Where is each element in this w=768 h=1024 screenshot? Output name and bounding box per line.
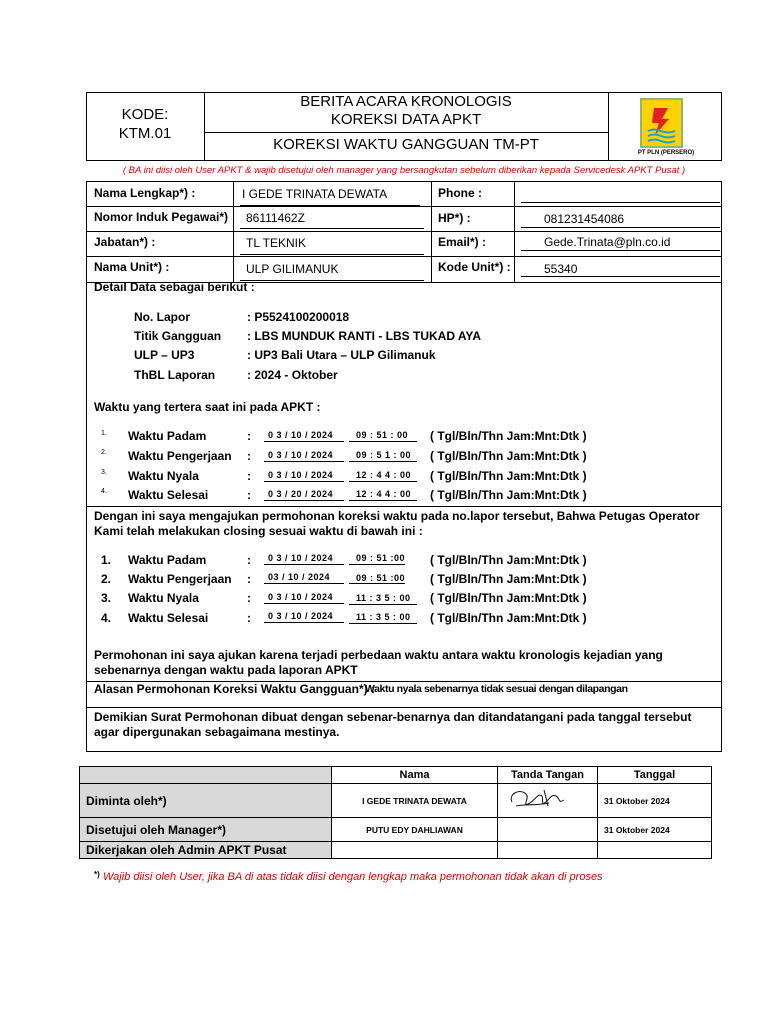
phone-underline xyxy=(521,202,720,203)
pln-logo-text: PT PLN (PERSERO) xyxy=(637,150,695,156)
request-date-4: 0 3 / 10 / 2024 xyxy=(268,611,334,621)
request-time-line-2 xyxy=(349,583,405,584)
reason-value: Waktu nyala sebenarnya tidak sesuai dengan dilapangan xyxy=(365,683,628,695)
request-time-line-1 xyxy=(349,564,405,565)
request-date-3: 0 3 / 10 / 2024 xyxy=(268,592,334,602)
current-colon-1: : xyxy=(247,429,251,443)
nama-underline xyxy=(240,205,420,206)
footnote-mark: *) xyxy=(94,870,100,879)
request-date-line-3 xyxy=(264,603,344,604)
current-date-line-4 xyxy=(264,500,344,501)
signature-cell-diminta xyxy=(498,784,598,818)
unit-underline xyxy=(240,280,424,281)
nip-underline xyxy=(240,228,424,229)
current-time-3: 12 : 4 4 : 00 xyxy=(356,470,412,480)
kode-label: KODE: xyxy=(121,106,169,123)
email-value: Gede.Trinata@pln.co.id xyxy=(544,235,671,249)
signature-header-blank xyxy=(80,767,332,784)
request-format-4: ( Tgl/Bln/Thn Jam:Mnt:Dtk ) xyxy=(430,611,587,625)
reason-bottom-line xyxy=(86,707,722,708)
jabatan-label: Jabatan*) : xyxy=(94,235,156,249)
hp-value: 081231454086 xyxy=(544,212,625,226)
signature-row-disetujui xyxy=(80,818,712,842)
request-time-4: 11 : 3 5 : 00 xyxy=(356,612,411,622)
pln-logo xyxy=(640,98,683,148)
current-colon-3: : xyxy=(247,469,251,483)
header-divider-right xyxy=(608,92,609,161)
signature-role-diminta: Diminta oleh*) xyxy=(80,784,332,818)
current-time-2: 09 : 5 1 : 00 xyxy=(356,450,412,460)
email-label: Email*) : xyxy=(438,235,487,249)
detail-value-lapor: : P5524100200018 xyxy=(247,310,350,324)
signature-name-dikerjakan xyxy=(332,842,498,859)
current-date-3: 0 3 / 10 / 2024 xyxy=(268,470,334,480)
current-date-line-1 xyxy=(264,441,344,442)
request-time-line-4 xyxy=(349,623,417,624)
form-row-line-3 xyxy=(86,256,722,257)
footnote-text: Wajib diisi oleh User, jika BA di atas tidak diisi dengan lengkap maka permohonan tidak akan di proses xyxy=(103,871,603,883)
doc-title-line1: BERITA ACARA KRONOLOGIS xyxy=(300,93,512,110)
kode-unit-label: Kode Unit*) : xyxy=(438,260,511,274)
detail-value-ulp: : UP3 Bali Utara – ULP Gilimanuk xyxy=(247,348,436,362)
request-date-line-2 xyxy=(264,583,344,584)
doc-subtitle: KOREKSI WAKTU GANGGUAN TM-PT xyxy=(273,136,539,153)
detail-label-thbl: ThBL Laporan xyxy=(134,368,216,382)
header-title-divider xyxy=(204,132,608,133)
jabatan-underline xyxy=(240,254,424,255)
current-num-1: 1. xyxy=(101,430,107,437)
doc-title-line2: KOREKSI DATA APKT xyxy=(330,111,482,128)
request-label-3: Waktu Nyala xyxy=(128,591,199,605)
signature-row-dikerjakan xyxy=(80,842,712,859)
current-date-4: 0 3 / 20 / 2024 xyxy=(268,489,334,499)
current-format-4: ( Tgl/Bln/Thn Jam:Mnt:Dtk ) xyxy=(430,488,587,502)
signature-table xyxy=(79,766,712,859)
nip-value: 86111462Z xyxy=(246,211,305,225)
request-time-3: 11 : 3 5 : 00 xyxy=(356,593,411,603)
request-date-1: 0 3 / 10 / 2024 xyxy=(268,553,334,563)
handwritten-signature xyxy=(504,784,574,814)
request-colon-2: : xyxy=(247,572,251,586)
request-format-1: ( Tgl/Bln/Thn Jam:Mnt:Dtk ) xyxy=(430,553,587,567)
hp-underline xyxy=(521,227,720,228)
request-colon-3: : xyxy=(247,591,251,605)
request-time-2: 09 : 51 :00 xyxy=(356,573,406,583)
detail-label-ulp: ULP – UP3 xyxy=(134,348,195,362)
kode-value: KTM.01 xyxy=(118,125,172,142)
request-colon-4: : xyxy=(247,611,251,625)
email-underline xyxy=(521,250,720,251)
current-date-1: 0 3 / 10 / 2024 xyxy=(268,430,334,440)
current-colon-4: : xyxy=(247,488,251,502)
current-date-2: 0 3 / 10 / 2024 xyxy=(268,450,334,460)
request-format-3: ( Tgl/Bln/Thn Jam:Mnt:Dtk ) xyxy=(430,591,587,605)
phone-label: Phone : xyxy=(438,186,482,200)
notice-text: ( BA ini diisi oleh User APKT & wajib disetujui oleh manager yang bersangkutan sebelum diberikan kepada Servicedesk APKT Pusat ) xyxy=(122,165,686,176)
request-label-1: Waktu Padam xyxy=(128,553,207,567)
detail-label-lapor: No. Lapor xyxy=(134,310,190,324)
detail-heading: Detail Data sebagai berikut : xyxy=(94,280,255,294)
current-label-1: Waktu Padam xyxy=(128,429,207,443)
current-colon-2: : xyxy=(247,449,251,463)
current-num-2: 2. xyxy=(101,449,107,456)
detail-label-titik: Titik Gangguan xyxy=(134,329,222,343)
signature-header-tanggal: Tanggal xyxy=(598,767,712,784)
request-date-line-4 xyxy=(264,622,344,623)
form-row-line-1 xyxy=(86,206,722,207)
signature-name-disetujui: PUTU EDY DAHLIAWAN xyxy=(332,818,498,842)
closing-text: Demikian Surat Permohonan dibuat dengan sebenar-benarnya dan ditandatangani pada tanggal tersebut agar dipergunakan sebagaimana mestinya. xyxy=(94,710,692,739)
current-label-2: Waktu Pengerjaan xyxy=(128,449,232,463)
current-label-3: Waktu Nyala xyxy=(128,469,199,483)
unit-label: Nama Unit*) : xyxy=(94,260,170,274)
nip-label: Nomor Induk Pegawai*) xyxy=(94,210,229,224)
current-date-line-3 xyxy=(264,481,344,482)
kode-unit-underline xyxy=(521,276,720,277)
request-text: Dengan ini saya mengajukan permohonan koreksi waktu pada no.lapor tersebut, Bahwa Petugas Operator Kami telah melakukan closing sesuai waktu di bawah ini : xyxy=(94,509,700,538)
current-date-line-2 xyxy=(264,461,344,462)
hp-label: HP*) : xyxy=(438,211,471,225)
request-format-2: ( Tgl/Bln/Thn Jam:Mnt:Dtk ) xyxy=(430,572,587,586)
signature-date-diminta: 31 Oktober 2024 xyxy=(598,784,712,818)
signature-header-ttd: Tanda Tangan xyxy=(498,767,598,784)
request-num-3: 3. xyxy=(101,591,112,605)
request-label-4: Waktu Selesai xyxy=(128,611,209,625)
current-format-3: ( Tgl/Bln/Thn Jam:Mnt:Dtk ) xyxy=(430,469,587,483)
current-format-2: ( Tgl/Bln/Thn Jam:Mnt:Dtk ) xyxy=(430,449,587,463)
nama-label: Nama Lengkap*) : xyxy=(94,186,196,200)
nama-value: I GEDE TRINATA DEWATA xyxy=(242,187,388,201)
request-num-2: 2. xyxy=(101,572,112,586)
reason-label: Alasan Permohonan Koreksi Waktu Gangguan*) : xyxy=(94,682,375,696)
request-label-2: Waktu Pengerjaan xyxy=(128,572,232,586)
current-time-line-2 xyxy=(349,461,417,462)
detail-value-titik: : LBS MUNDUK RANTI - LBS TUKAD AYA xyxy=(247,329,481,343)
current-time-line-1 xyxy=(349,441,417,442)
reason-intro: Permohonan ini saya ajukan karena terjadi perbedaan waktu antara waktu kronologis kejadian yang sebenarnya dengan waktu pada laporan APKT xyxy=(94,648,663,677)
kode-unit-value: 55340 xyxy=(544,262,578,276)
request-colon-1: : xyxy=(247,553,251,567)
current-time-line-4 xyxy=(349,500,417,501)
signature-row-diminta xyxy=(80,784,712,818)
signature-name-diminta: I GEDE TRINATA DEWATA xyxy=(332,784,498,818)
request-time-1: 09 : 51 :00 xyxy=(356,553,406,563)
current-time-4: 12 : 4 4 : 00 xyxy=(356,489,412,499)
request-date-line-1 xyxy=(264,564,344,565)
request-num-1: 1. xyxy=(101,553,112,567)
signature-role-dikerjakan: Dikerjakan oleh Admin APKT Pusat xyxy=(80,842,332,859)
form-col-line-3 xyxy=(514,181,515,282)
signature-cell-disetujui xyxy=(498,818,598,842)
signature-date-disetujui: 31 Oktober 2024 xyxy=(598,818,712,842)
signature-header-nama: Nama xyxy=(332,767,498,784)
form-row-line-2 xyxy=(86,231,722,232)
current-format-1: ( Tgl/Bln/Thn Jam:Mnt:Dtk ) xyxy=(430,429,587,443)
unit-value: ULP GILIMANUK xyxy=(246,262,339,276)
current-label-4: Waktu Selesai xyxy=(128,488,209,502)
request-num-4: 4. xyxy=(101,611,112,625)
current-time-line-3 xyxy=(349,481,417,482)
current-num-3: 3. xyxy=(101,469,107,476)
current-time-1: 09 : 51 : 00 xyxy=(356,430,409,440)
signature-date-dikerjakan xyxy=(598,842,712,859)
detail-value-thbl: : 2024 - Oktober xyxy=(247,368,338,382)
form-col-line-1 xyxy=(233,181,234,282)
request-time-line-3 xyxy=(349,604,417,605)
current-num-4: 4. xyxy=(101,488,107,495)
form-col-line-2 xyxy=(431,181,432,282)
signature-role-disetujui: Disetujui oleh Manager*) xyxy=(80,818,332,842)
signature-cell-dikerjakan xyxy=(498,842,598,859)
jabatan-value: TL TEKNIK xyxy=(246,236,307,250)
section-divider xyxy=(86,506,722,507)
request-date-2: 03 / 10 / 2024 xyxy=(268,572,331,582)
current-heading: Waktu yang tertera saat ini pada APKT : xyxy=(94,400,321,414)
signature-header-row xyxy=(80,767,712,784)
